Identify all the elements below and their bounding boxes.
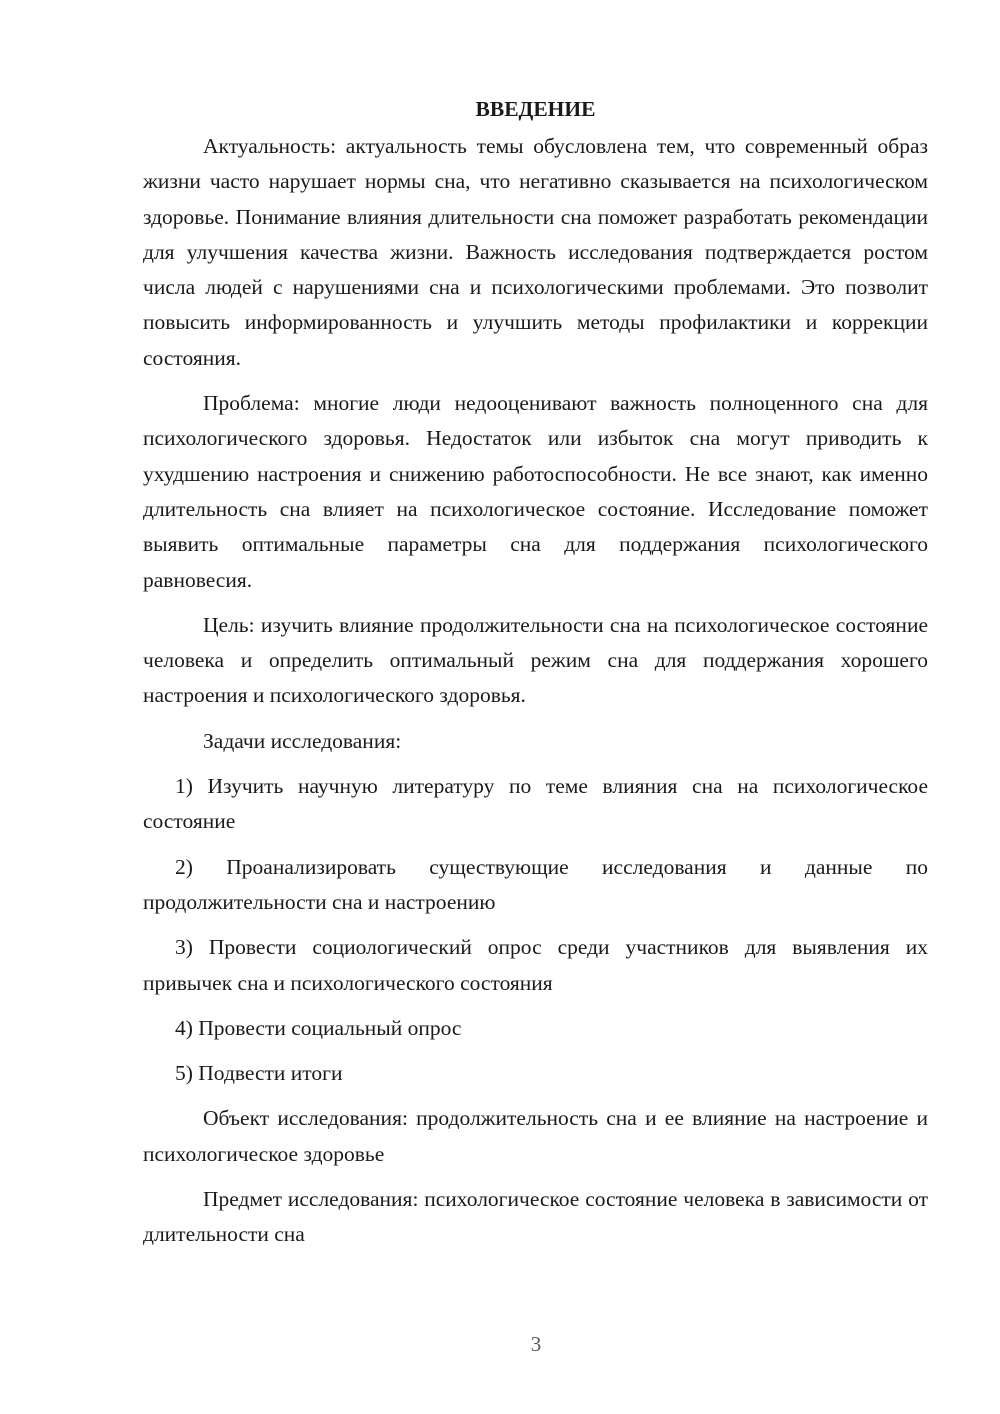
task-item: 2) Проанализировать существующие исследования и данные по продолжительности сна и настроению (143, 854, 928, 914)
goal-paragraph: Цель: изучить влияние продолжительности сна на психологическое состояние человека и определить оптимальный режим сна для поддержания хорошего настроения и психологического здоровья. (143, 612, 928, 708)
object-paragraph: Объект исследования: продолжительность сна и ее влияние на настроение и психологическое здоровье (143, 1106, 928, 1166)
page-number: 3 (530, 1332, 542, 1356)
page-content (143, 92, 928, 1263)
task-item: 5) Подвести итоги (175, 1061, 343, 1086)
problem-paragraph: Проблема: многие люди недооценивают важность полноценного сна для психологического здоровья. Недостаток или избыток сна могут приводить к ухудшению настроения и снижению работоспособности. Не все знают, как именно длительность сна влияет на психологическое состояние. Исследование поможет выявить оптимальные параметры сна для поддержания психологического равновесия. (143, 391, 928, 592)
task-item: 3) Провести социологический опрос среди участников для выявления их привычек сна и психологического состояния (143, 935, 928, 995)
relevance-paragraph: Актуальность: актуальность темы обусловлена тем, что современный образ жизни часто нарушает нормы сна, что негативно сказывается на психологическом здоровье. Понимание влияния длительности сна поможет разработать рекомендации для улучшения качества жизни. Важность исследования подтверждается ростом числа людей с нарушениями сна и психологическими проблемами. Это позволит повысить информированность и улучшить методы профилактики и коррекции состояния. (143, 134, 928, 370)
page-title: ВВЕДЕНИЕ (475, 97, 596, 121)
tasks-heading: Задачи исследования: (203, 728, 402, 753)
task-item: 1) Изучить научную литературу по теме влияния сна на психологическое состояние (143, 774, 928, 834)
subject-paragraph: Предмет исследования: психологическое состояние человека в зависимости от длительности сна (143, 1187, 928, 1247)
task-item: 4) Провести социальный опрос (175, 1015, 462, 1040)
